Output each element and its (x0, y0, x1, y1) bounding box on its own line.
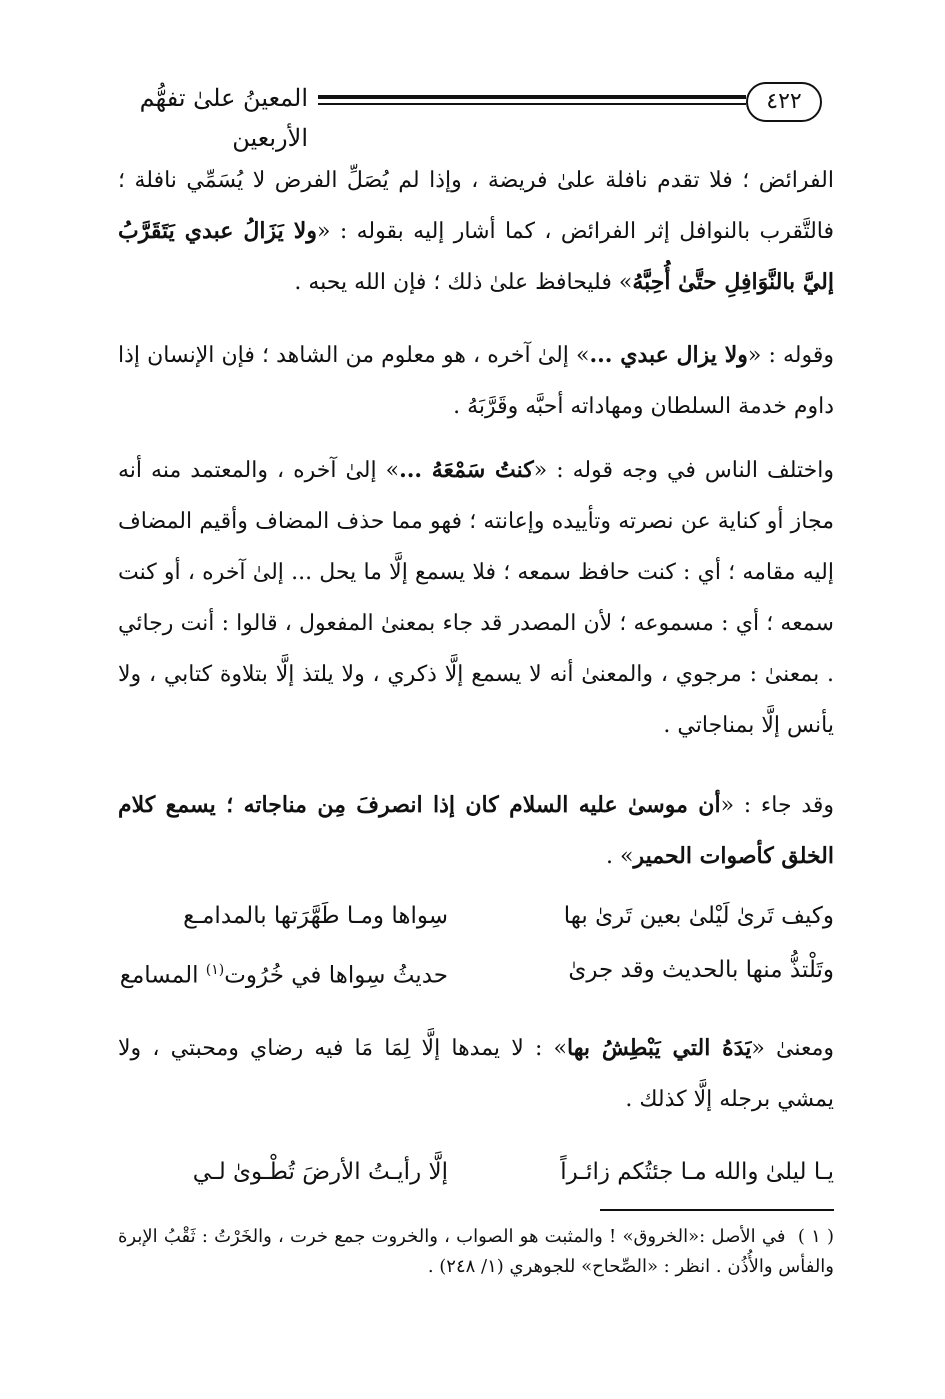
p1-text-b: » فليحافظ علىٰ ذلك ؛ فإن الله يحبه . (294, 270, 633, 295)
running-title: المعينُ علىٰ تفهُّم الأربعين (139, 84, 308, 152)
p4-text-b: » . (606, 844, 634, 869)
footnote-marker: (١) (205, 962, 225, 978)
footnote (118, 1222, 834, 1282)
paragraph-3 (118, 445, 834, 751)
p3-hadith-quote: كنتُ سَمْعَهُ ... (399, 457, 534, 483)
verse-2-second-hemistich (118, 946, 448, 1000)
p4-quote: أن موسىٰ عليه السلام كان إذا انصرفَ مِن مناجاته ؛ يسمع كلام الخلق كأصوات الحمير (118, 792, 834, 869)
p4-text-a: وقد جاء : « (720, 793, 835, 818)
paragraph-4 (118, 780, 834, 882)
p5-text-b: » : لا يمدها إلَّا لِمَا مَا فيه رضاي ومحبتي ، ولا يمشي برجله إلَّا كذلك . (118, 1036, 834, 1112)
p5-hadith-quote: يَدَهُ التي يَبْطِشُ بها (567, 1035, 752, 1061)
verse-line-2 (118, 946, 834, 994)
verse-3-second-hemistich: إلَّا رأيـتُ الأرضَ تُطْـوىٰ لـي (192, 1159, 448, 1185)
header-rule (318, 95, 746, 109)
verse-line-1 (118, 892, 834, 940)
p3-text-b: » إلىٰ آخره ، والمعتمد منه أنه مجاز أو كناية عن نصرته وتأييده وإعانته ؛ فهو مما حذف المضاف وأقيم المضاف إليه مقامه ؛ أي : كنت حافظ سمعه ؛ فلا يسمع إلَّا ما يحل ... إلىٰ آخره ، أو كنت سمعه ؛ أي : مسموعه ؛ لأن المصدر قد جاء بمعنىٰ المفعول ، قالوا : أنت رجائي . بمعنىٰ : مرجوي ، والمعنىٰ أنه لا يسمع إلَّا ذكري ، ولا يلتذ إلَّا بتلاوة كتابي ، ولا يأنس إلَّا بمناجاتي . (118, 458, 834, 738)
p2-text-a: وقوله : « (747, 343, 834, 368)
verse-2-text-b: المسامع (119, 962, 206, 989)
p1-text-a: الفرائض ؛ فلا تقدم نافلة علىٰ فريضة ، وإذا لم يُصَلِّ الفرض لا يُسَمِّي نافلة ؛ فالتَّقرب بالنوافل إثر الفرائض ، كما أشار إليه بقوله : « (118, 168, 835, 244)
paragraph-5 (118, 1023, 834, 1125)
footnote-text: في الأصل :«الخروق» ! والمثبت هو الصواب ، والخروت جمع خرت ، والخَرْتُ : ثَقْبُ الإبرة والفأس والأُذُن . انظر : «الصِّحاح» للجوهري (١/ ٢٤٨) . (118, 1226, 834, 1277)
p5-text-a: ومعنىٰ « (751, 1036, 834, 1061)
footnote-separator (600, 1209, 834, 1211)
p3-text-a: واختلف الناس في وجه قوله : « (533, 458, 834, 483)
header-rule-thin (318, 103, 746, 105)
verse-3-first-hemistich: يـا ليلىٰ والله مـا جئتُكم زائـراً (560, 1159, 834, 1185)
page-number: ٤٢٢ (746, 82, 822, 122)
paragraph-1 (118, 155, 834, 308)
p1-hadith-quote: ولا يَزَالُ عبدي يَتَقَرَّبُ إليَّ بالنَّوَافِلِ حتَّىٰ أُحِبَّهُ (118, 218, 834, 295)
header-rule-thick (318, 95, 746, 99)
verse-line-3 (118, 1148, 834, 1196)
footnote-number: ( ١ ) (797, 1226, 834, 1247)
verse-1-first-hemistich: وكيف تَرىٰ لَيْلىٰ بعين تَرىٰ بها (563, 903, 834, 929)
p2-hadith-quote: ولا يزال عبدي ... (589, 342, 748, 368)
verse-2-text-a: حديثُ سِواها في خُرُوت (224, 962, 448, 989)
paragraph-2 (118, 330, 834, 432)
verse-1-second-hemistich: سِواها ومـا طَهَّرَتها بالمدامـع (183, 903, 448, 929)
p2-text-b: » إلىٰ آخره ، هو معلوم من الشاهد ؛ فإن الإنسان إذا داوم خدمة السلطان ومهاداته أحبَّه وقَرَّبَهُ . (118, 343, 834, 419)
verse-2-first-hemistich: وتَلْتذُّ منها بالحديث وقد جرىٰ (568, 957, 834, 983)
